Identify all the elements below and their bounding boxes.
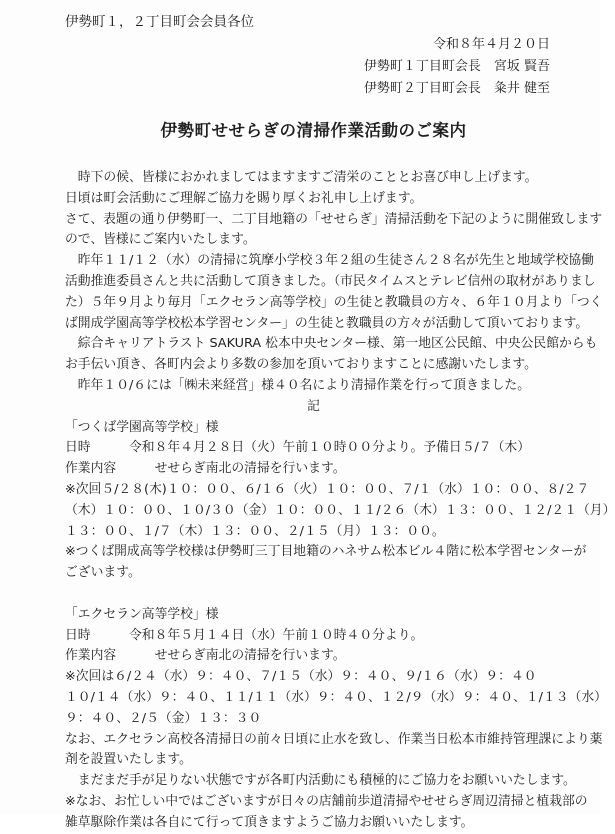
section2-line: 剤を設置いたします。	[65, 752, 192, 768]
section2-line: まだまだ手が足りない状態ですが各町内活動にも積極的にご協力をお願いいたします。	[65, 773, 576, 789]
intro-line: 日頃は町会活動にご理解ご協力を賜り厚くお礼申し上げます。	[65, 190, 423, 206]
section2-line: ９：４０、２/５（金）１３：３０	[65, 710, 262, 726]
intro-line: た）５年９月より毎月「エクセラン高等学校」の生徒と教職員の方々、６年１０月より「つく	[65, 294, 603, 310]
intro-line: 昨年１０/６には「㈱未来経営」様４０名により清掃作業を行って頂きました。	[65, 377, 530, 393]
section1-line: 日時 令和８年４月２８日（火）午前１０時００分より。予備日５/７（木）	[65, 440, 530, 456]
date-signature-block	[65, 34, 550, 100]
section2-line: ※なお、お忙しい中ではございますが日々の店舗前歩道清掃やせせらぎ周辺清掃と植栽部の	[65, 793, 588, 809]
record-marker: 記	[307, 398, 320, 414]
addressee: 伊勢町１，２丁目町会会員各位	[65, 14, 254, 30]
blank-line	[65, 584, 562, 605]
section2-line: ※次回は６/２４（水）９：４０、７/１５（水）９：４０、９/１６（水）９：４０	[65, 669, 537, 685]
section1-line: ※つくば開成高等学校様は伊勢町三丁目地籍のハネサム松本ビル４階に松本学習センターが	[65, 544, 587, 560]
section1-line: ※次回５/２８(木)１０：００、６/１６（火）１０：００、７/１（水）１０：００、８/２７	[65, 481, 590, 497]
section2-line: なお、エクセラン高校各清掃日の前々日頃に止水を致し、作業当日松本市維持管理課により薬	[65, 731, 603, 747]
section1-heading: 「つくば学園高等学校」様	[65, 419, 219, 435]
section1-line: ございます。	[65, 565, 141, 581]
section1-line: （木）１０：００、１０/３０（金）１０：００、１１/２６（木）１３：００、１２/２１（月）	[65, 502, 615, 518]
intro-line: さて、表題の通り伊勢町一、二丁目地籍の「せせらぎ」清掃活動を下記のように開催致します	[65, 211, 603, 227]
signatory-1: 伊勢町１丁目町会長 宮坂 賢吾	[363, 59, 550, 74]
intro-line: 昨年１１/１２（水）の清掃に筑摩小学校３年２組の生徒さん２８名が先生と地域学校協働	[65, 253, 594, 269]
section2-line: 作業内容 せせらぎ南北の清掃を行います。	[65, 648, 346, 664]
section1-line: 作業内容 せせらぎ南北の清掃を行います。	[65, 461, 346, 477]
section1-line: １３：００、１/７（木）１３：００、２/１５（月）１３：００。	[65, 523, 445, 539]
issue-date: 令和８年４月２０日	[432, 37, 550, 52]
document-title: 伊勢町せせらぎの清掃作業活動のご案内	[160, 121, 467, 140]
section2-heading: 「エクセラン高等学校」様	[65, 606, 219, 622]
section2-line: 日時 令和８年５月１４日（水）午前１０時４０分より。	[65, 627, 424, 643]
intro-line: 綜合キャリアトラスト SAKURA 松本中央センター様、第一地区公民館、中央公民館からも	[65, 336, 598, 352]
intro-line: 活動推進委員さんと共に活動して頂きました。（市民タイムスとテレビ信州の取材がありまし	[65, 273, 596, 289]
intro-line: お手伝い頂き、各町内会より多数の参加を頂いておりますことに感謝いたします。	[65, 357, 537, 373]
section2-line: 雑草駆除作業は各自にて行って頂きますようご協力お願いいたします。	[65, 814, 474, 830]
signatory-2: 伊勢町２丁目町会長 粂井 健至	[363, 81, 550, 96]
intro-line: 時下の候、皆様におかれましてはますますご清栄のこととお喜び申し上げます。	[65, 170, 538, 185]
document-body	[65, 168, 615, 834]
section2-line: １０/１４（水）９：４０、１１/１１（水）９：４０、１２/９（水）９：４０、１/１３（水）	[65, 689, 607, 705]
intro-line: ので、皆様にご案内いたします。	[65, 232, 256, 248]
intro-line: ば開成学園高等学校松本学習センター」の生徒と教職員の方々が活動して頂いております。	[65, 315, 589, 331]
